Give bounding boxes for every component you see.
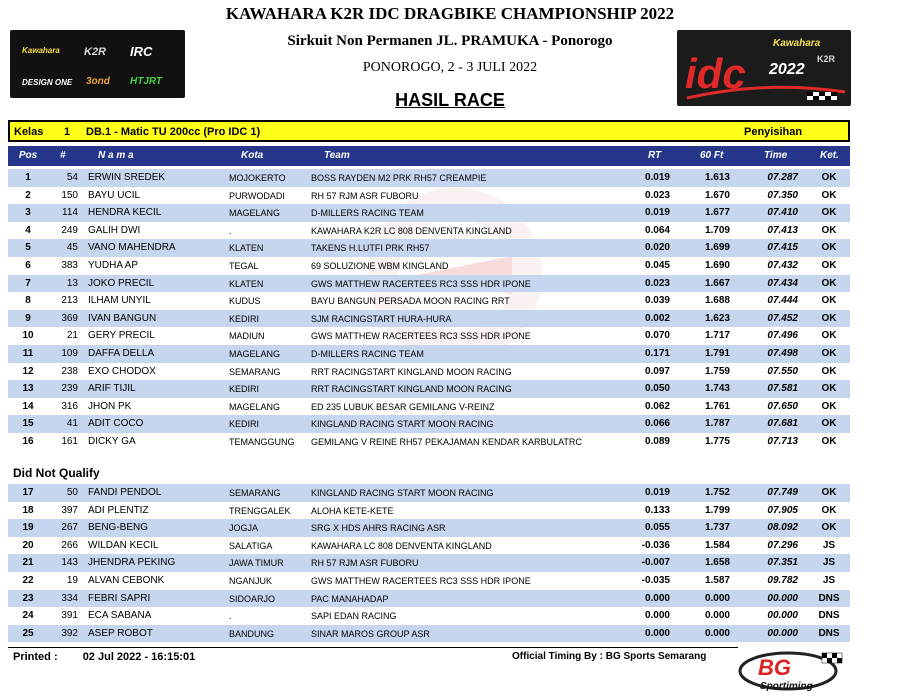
table-row [8,433,850,451]
table-row [8,327,850,345]
pos-cell: 1 [25,172,31,183]
pos-cell: 24 [22,610,34,622]
time-cell: 07.498 [767,348,798,359]
status-cell: OK [821,312,837,324]
time-cell: 07.581 [767,383,798,395]
rider-name: FANDI PENDOL [88,487,162,498]
rider-name: YUDHA AP [88,260,139,271]
time-cell: 07.350 [767,189,798,201]
rider-name: GALIH DWI [88,224,141,236]
number-cell: 41 [66,418,78,430]
number-cell: 13 [66,277,78,289]
team-cell: D-MILLERS RACING TEAM [311,208,424,219]
time-cell: 07.550 [767,365,798,377]
col-team: Team [324,150,350,161]
pos-cell: 4 [25,224,31,236]
rt-cell: 0.020 [644,242,670,254]
place-date: PONOROGO, 2 - 3 JULI 2022 [362,60,538,75]
htjrt-logo: HTJRT [130,76,163,87]
table-row [8,275,850,293]
time-cell: 09.782 [767,575,798,586]
rt-cell: 0.019 [644,172,670,183]
sponsor-logo-left [10,30,185,98]
table-row [8,484,850,502]
irc-logo: IRC [130,44,153,59]
city-cell: TEGAL [229,261,259,271]
number-cell: 391 [61,610,78,622]
table-row [8,519,850,537]
printed-label: Printed : [13,651,58,663]
kawahara-logo-text: Kawahara [773,38,821,49]
team-cell: GWS MATTHEW RACERTEES RC3 SSS HDR IPONE [311,278,531,289]
results-heading: HASIL RACE [395,90,505,110]
team-cell: BOSS RAYDEN M2 PRK RH57 CREAMPIE [311,173,487,183]
time-cell: 07.432 [767,260,798,271]
pos-cell: 13 [22,383,34,395]
sixty-ft-cell: 0.000 [704,610,730,622]
number-cell: 161 [61,436,78,447]
team-cell: GWS MATTHEW RACERTEES RC3 SSS HDR IPONE [311,576,531,586]
k2r-badge: K2R [817,54,836,64]
city-cell: TEMANGGUNG [229,437,295,447]
rider-name: DICKY GA [88,436,136,447]
sixty-ft-cell: 1.799 [704,504,730,516]
team-cell: ALOHA KETE-KETE [311,505,394,516]
pos-cell: 7 [25,277,31,289]
col-number: # [60,150,66,161]
team-cell: RH 57 RJM ASR FUBORU [311,558,419,569]
sixty-ft-cell: 1.737 [704,522,730,534]
rider-name: JHON PK [88,400,132,412]
number-cell: 114 [62,207,78,219]
pos-cell: 2 [25,189,31,201]
team-cell: GEMILANG V REINE RH57 PEKAJAMAN KENDAR KARBULATRC [311,437,582,447]
rt-cell: -0.007 [641,557,670,569]
col-name: N a m a [98,150,134,161]
table-row [8,363,850,381]
team-cell: KINGLAND RACING START MOON RACING [311,488,494,498]
status-cell: OK [821,224,837,236]
col-time: Time [764,150,788,161]
rider-name: BENG-BENG [88,522,149,534]
time-cell: 07.713 [767,436,798,447]
time-cell: 07.905 [767,504,798,516]
3ond-logo: 3ond [86,76,110,87]
sixty-ft-cell: 1.688 [704,295,730,307]
city-cell: MOJOKERTO [229,173,286,183]
team-cell: RRT RACINGSTART KINGLAND MOON RACING [311,384,512,395]
rt-cell: 0.066 [644,418,670,430]
status-cell: JS [822,557,836,569]
rider-name: DAFFA DELLA [88,348,155,359]
bg-logo-text: BG [758,655,791,680]
rider-name: GERY PRECIL [88,330,155,342]
rider-name: JHENDRA PEKING [88,557,176,569]
time-cell: 00.000 [767,610,798,622]
rider-name: ASEP ROBOT [88,627,153,639]
year-logo-text: 2022 [769,61,805,78]
rider-name: ADIT COCO [88,418,144,430]
team-cell: D-MILLERS RACING TEAM [311,349,424,359]
rt-cell: 0.062 [644,400,670,412]
venue-title: Sirkuit Non Permanen JL. PRAMUKA - Ponorogo [287,33,613,49]
city-cell: MAGELANG [229,349,281,359]
pos-cell: 20 [22,539,34,551]
rider-name: ADI PLENTIZ [88,504,149,516]
table-row [8,310,850,328]
sixty-ft-cell: 1.717 [704,330,730,342]
rider-name: WILDAN KECIL [88,539,159,551]
rt-cell: 0.055 [644,522,670,534]
rt-cell: 0.097 [644,365,670,377]
rider-name: IVAN BANGUN [88,312,157,324]
team-cell: RH 57 RJM ASR FUBORU [311,190,419,201]
status-cell: OK [821,242,837,254]
pos-cell: 25 [22,627,34,639]
time-cell: 07.681 [767,418,798,430]
table-row [8,590,850,608]
idc-logo-text: idc [685,50,746,97]
time-cell: 07.452 [767,312,798,324]
table-row [8,204,850,222]
team-cell: PAC MANAHADAP [311,593,389,604]
city-cell: BANDUNG [229,628,275,639]
team-cell: KINGLAND RACING START MOON RACING [311,419,494,430]
col-ket: Ket. [820,150,839,161]
kawahara-logo: Kawahara [22,46,60,55]
city-cell: SALATIGA [229,540,273,551]
col-60ft: 60 Ft [700,150,724,161]
status-cell: OK [821,348,837,359]
sixty-ft-cell: 1.690 [704,260,730,271]
status-cell: OK [821,400,837,412]
city-cell: TRENGGALEK [229,505,291,516]
status-cell: OK [821,436,837,447]
number-cell: 334 [61,592,78,604]
table-row [8,169,850,187]
time-cell: 07.351 [767,557,798,569]
time-cell: 07.444 [767,295,798,307]
sixty-ft-cell: 1.667 [704,277,730,289]
number-cell: 19 [66,575,78,586]
city-cell: SIDOARJO [229,593,276,604]
number-cell: 238 [61,365,78,377]
time-cell: 07.413 [767,224,798,236]
sixty-ft-cell: 1.584 [704,539,730,551]
table-row [8,257,850,275]
number-cell: 21 [66,330,78,342]
printed-stamp [13,651,195,663]
rider-name: HENDRA KECIL [88,207,162,219]
sixty-ft-cell: 1.761 [704,400,730,412]
time-cell: 00.000 [767,627,798,639]
pos-cell: 15 [22,418,34,430]
class-name: DB.1 - Matic TU 200cc (Pro IDC 1) [86,126,261,138]
dnq-heading: Did Not Qualify [13,466,100,480]
rider-name: BAYU UCIL [88,189,141,201]
number-cell: 369 [61,312,78,324]
table-row [8,398,850,416]
pos-cell: 22 [22,575,34,586]
sixty-ft-cell: 1.775 [704,436,730,447]
number-cell: 266 [61,539,78,551]
pos-cell: 19 [22,522,34,534]
status-cell: OK [821,189,837,201]
status-cell: OK [821,383,837,395]
city-cell: . [229,225,232,236]
city-cell: KEDIRI [229,419,260,430]
team-cell: KAWAHARA LC 808 DENVENTA KINGLAND [311,540,492,551]
class-label: Kelas [14,126,44,138]
number-cell: 383 [61,260,78,271]
sixty-ft-cell: 1.752 [704,487,730,498]
city-cell: KEDIRI [229,313,260,324]
time-cell: 07.650 [767,400,798,412]
pos-cell: 18 [22,504,34,516]
pos-cell: 5 [25,242,31,254]
number-cell: 267 [61,522,78,534]
status-cell: OK [821,365,837,377]
number-cell: 239 [61,383,78,395]
sixty-ft-cell: 0.000 [704,592,730,604]
sixty-ft-cell: 1.709 [704,224,730,236]
table-row [8,415,850,433]
rt-cell: 0.070 [644,330,670,342]
team-cell: SRG X HDS AHRS RACING ASR [311,523,446,534]
pos-cell: 8 [25,295,31,307]
rt-cell: 0.023 [644,277,670,289]
col-pos: Pos [18,150,38,161]
number-cell: 109 [61,348,78,359]
rider-name: ECA SABANA [88,610,152,622]
sixty-ft-cell: 1.743 [704,383,730,395]
number-cell: 54 [66,172,78,183]
time-cell: 00.000 [767,592,798,604]
city-cell: KLATEN [229,278,264,289]
number-cell: 213 [61,295,78,307]
status-cell: OK [821,207,837,219]
status-cell: DNS [818,592,840,604]
sixty-ft-cell: 1.787 [704,418,730,430]
status-cell: OK [821,418,837,430]
rider-name: VANO MAHENDRA [88,242,176,254]
rider-name: JOKO PRECIL [88,277,155,289]
rider-name: ERWIN SREDEK [88,172,166,183]
status-cell: OK [821,172,837,183]
sixty-ft-cell: 1.759 [704,365,730,377]
rt-cell: 0.133 [644,504,670,516]
rider-name: EXO CHODOX [88,365,156,377]
status-cell: OK [821,487,837,498]
number-cell: 45 [66,242,78,254]
pos-cell: 14 [22,400,34,412]
city-cell: MAGELANG [229,208,281,219]
time-cell: 07.496 [767,330,798,342]
sixty-ft-cell: 1.658 [704,557,730,569]
rt-cell: 0.000 [644,592,670,604]
rt-cell: 0.064 [644,224,670,236]
sixty-ft-cell: 1.613 [704,172,730,183]
design-one-logo: DESIGN ONE [22,78,73,87]
championship-title: KAWAHARA K2R IDC DRAGBIKE CHAMPIONSHIP 2022 [225,4,675,23]
city-cell: MAGELANG [229,401,281,412]
sixty-ft-cell: 1.699 [704,242,730,254]
city-cell: . [229,611,232,622]
number-cell: 249 [61,224,78,236]
sixty-ft-cell: 1.677 [704,207,730,219]
rt-cell: 0.045 [644,260,670,271]
pos-cell: 21 [22,557,34,569]
time-cell: 08.092 [767,522,798,534]
pos-cell: 10 [22,330,34,342]
class-bar [8,120,850,142]
city-cell: KEDIRI [229,384,260,395]
number-cell: 392 [61,627,78,639]
time-cell: 07.434 [767,277,798,289]
team-cell: SJM RACINGSTART HURA-HURA [311,313,452,324]
rt-cell: -0.036 [641,539,670,551]
table-row [8,554,850,572]
time-cell: 07.296 [767,539,798,551]
sixty-ft-cell: 1.623 [704,312,730,324]
table-row [8,625,850,643]
pos-cell: 9 [25,312,31,324]
city-cell: MADIUN [229,331,265,342]
number-cell: 143 [61,557,78,569]
table-row [8,222,850,240]
table-row [8,345,850,363]
pos-cell: 11 [22,348,34,359]
rt-cell: 0.002 [644,312,670,324]
pos-cell: 16 [22,436,34,447]
official-timing: Official Timing By : BG Sports Semarang [512,651,707,662]
status-cell: OK [821,504,837,516]
pos-cell: 12 [22,365,34,377]
team-cell: RRT RACINGSTART KINGLAND MOON RACING [311,366,512,377]
time-cell: 07.749 [767,487,798,498]
footer-divider [8,647,738,648]
rider-name: FEBRI SAPRI [88,592,151,604]
rider-name: ARIF TIJIL [88,383,136,395]
rt-cell: -0.035 [641,575,670,586]
city-cell: SEMARANG [229,366,281,377]
city-cell: PURWODADI [229,190,285,201]
rt-cell: 0.089 [644,436,670,447]
status-cell: OK [821,277,837,289]
table-row [8,607,850,625]
bg-sportiming-logo [738,645,850,693]
status-cell: OK [821,260,837,271]
number-cell: 150 [61,189,78,201]
col-kota: Kota [241,150,264,161]
status-cell: OK [821,522,837,534]
rt-cell: 0.171 [644,348,670,359]
number-cell: 397 [61,504,78,516]
rt-cell: 0.050 [644,383,670,395]
time-cell: 07.287 [767,172,798,183]
team-cell: 69 SOLUZIONE WBM KINGLAND [311,261,449,271]
table-row [8,380,850,398]
status-cell: OK [821,330,837,342]
team-cell: KAWAHARA K2R LC 808 DENVENTA KINGLAND [311,225,512,236]
team-cell: SAPI EDAN RACING [311,611,397,622]
rt-cell: 0.019 [644,487,670,498]
pos-cell: 23 [22,592,34,604]
team-cell: BAYU BANGUN PERSADA MOON RACING RRT [311,296,510,307]
city-cell: JAWA TIMUR [229,558,284,569]
pos-cell: 17 [22,487,34,498]
sixty-ft-cell: 1.670 [704,189,730,201]
rt-cell: 0.000 [644,610,670,622]
table-row [8,572,850,590]
pos-cell: 3 [25,207,31,219]
time-cell: 07.410 [767,207,798,219]
number-cell: 316 [61,400,78,412]
rider-name: ALVAN CEBONK [88,575,165,586]
table-header [8,146,850,166]
sixty-ft-cell: 1.791 [704,348,730,359]
printed-value: 02 Jul 2022 - 16:15:01 [82,651,196,663]
table-row [8,187,850,205]
city-cell: NGANJUK [229,576,273,586]
team-cell: ED 235 LUBUK BESAR GEMILANG V-REINZ [311,401,495,412]
pos-cell: 6 [25,260,31,271]
table-row [8,239,850,257]
rt-cell: 0.019 [644,207,670,219]
rider-name: ILHAM UNYIL [88,295,151,307]
time-cell: 07.415 [767,242,798,254]
rt-cell: 0.000 [644,627,670,639]
table-row [8,292,850,310]
number-cell: 50 [66,487,78,498]
sixty-ft-cell: 1.587 [704,575,730,586]
status-cell: JS [822,539,836,551]
status-cell: OK [821,295,837,307]
col-rt: RT [648,150,662,161]
k2r-logo: K2R [84,46,107,58]
table-row [8,537,850,555]
city-cell: KLATEN [229,243,264,254]
sportiming-logo-text: Sportiming [760,681,813,692]
race-stage: Penyisihan [744,126,803,138]
team-cell: SINAR MAROS GROUP ASR [311,628,430,639]
city-cell: KUDUS [229,296,261,307]
team-cell: GWS MATTHEW RACERTEES RC3 SSS HDR IPONE [311,331,531,342]
city-cell: JOGJA [229,523,259,534]
idc-logo [677,30,851,106]
city-cell: SEMARANG [229,488,281,498]
class-number: 1 [64,126,71,138]
status-cell: DNS [818,627,840,639]
sixty-ft-cell: 0.000 [704,627,730,639]
team-cell: TAKENS H.LUTFI PRK RH57 [311,243,430,254]
table-row [8,502,850,520]
rt-cell: 0.039 [644,295,670,307]
status-cell: DNS [818,610,840,622]
rt-cell: 0.023 [644,189,670,201]
status-cell: JS [822,575,836,586]
